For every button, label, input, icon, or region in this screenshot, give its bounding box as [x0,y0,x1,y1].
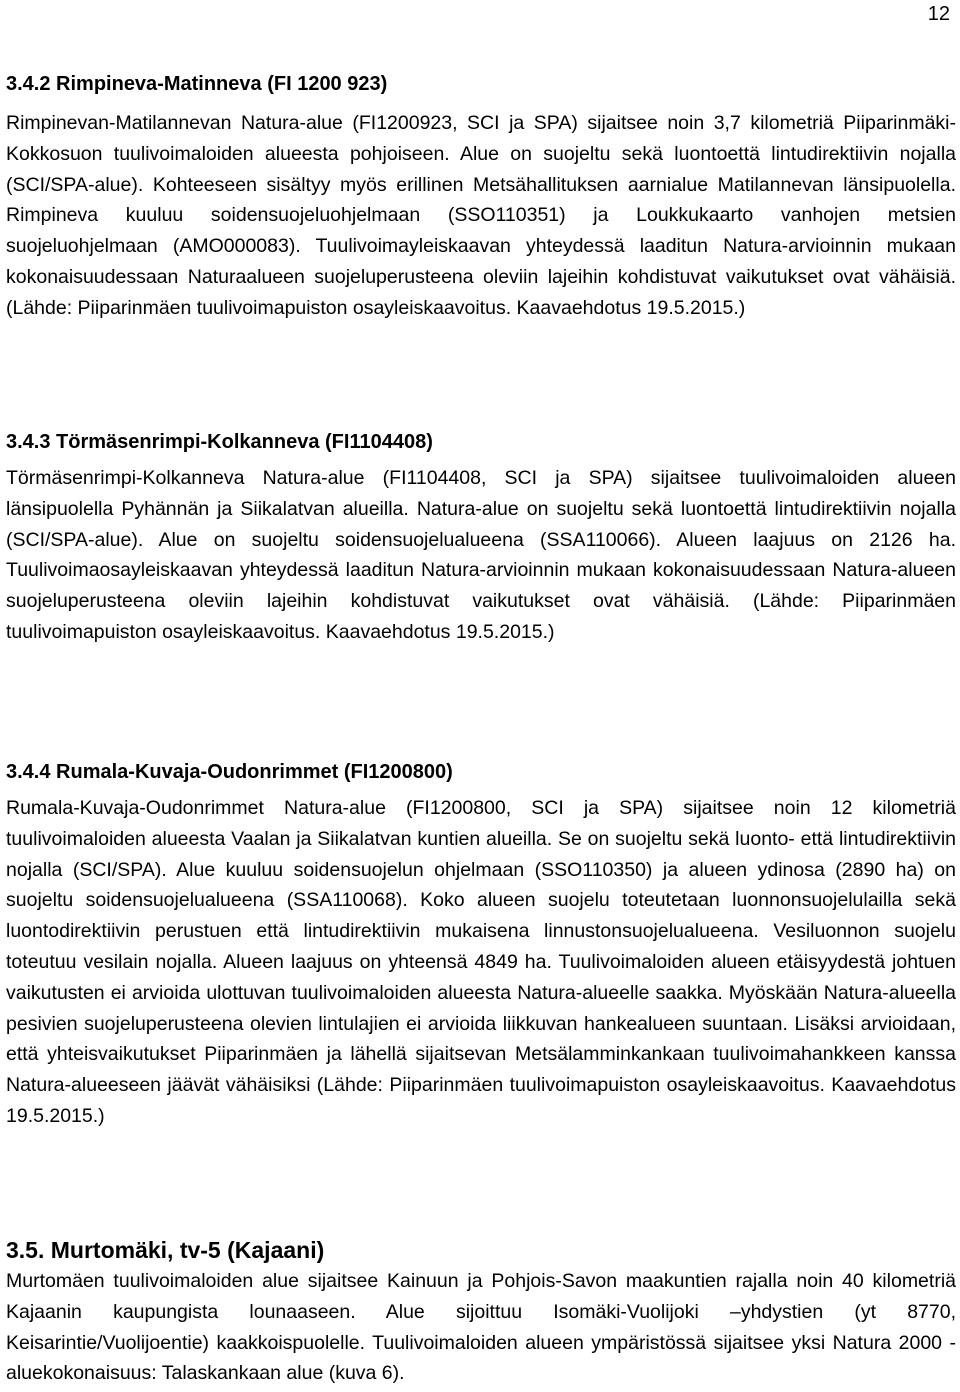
section-murtomaki [6,1236,956,1389]
section-heading: 3.5. Murtomäki, tv-5 (Kajaani) [6,1237,325,1263]
section-paragraph: Törmäsenrimpi-Kolkanneva Natura-alue (FI1104408, SCI ja SPA) sijaitsee tuulivoimaloiden alueen länsipuolella Pyhännän ja Siikalatvan alueilla. Natura-alue on suojeltu sekä luontoettä lintudirektiivin nojalla (SCI/SPA-alue). Alue on suojeltu soidensuojelualueena (SSA110066). Alueen laajuus on 2126 ha. Tuulivoimaosayleiskaavan yhteydessä laaditun Natura-arvioinnin mukaan kokonaisuudessaan Natura-alueen suojeluperusteena oleviin lajeihin kohdistuvat vaikutukset ovat vähäisiä. (Lähde: Piiparinmäen tuulivoimapuiston osayleiskaavoitus. Kaavaehdotus 19.5.2015.) [6,467,956,643]
section-paragraph: Rimpinevan-Matilannevan Natura-alue (FI1200923, SCI ja SPA) sijaitsee noin 3,7 kilometriä Piiparinmäki-Kokkosuon tuulivoimaloiden alueesta pohjoiseen. Alue on suojeltu sekä luontoettä lintudirektiivin nojalla (SCI/SPA-alue). Kohteeseen sisältyy myös erillinen Metsähallituksen aarnialue Matilannevan länsipuolella. Rimpineva kuuluu soidensuojeluohjelmaan (SSO110351) ja Loukkukaarto vanhojen metsien suojeluohjelmaan (AMO000083). Tuulivoimayleiskaavan yhteydessä laaditun Natura-arvioinnin mukaan kokonaisuudessaan Naturaalueen suojeluperusteena oleviin lajeihin kohdistuvat vaikutukset ovat vähäisiä. (Lähde: Piiparinmäen tuulivoimapuiston osayleiskaavoitus. Kaavaehdotus 19.5.2015.) [6,112,956,319]
section-rumala-kuvaja-oudonrimmet [6,760,956,1132]
section-heading: 3.4.3 Törmäsenrimpi-Kolkanneva (FI1104408) [6,431,433,453]
section-rimpineva-matinneva [6,72,956,324]
section-tormasenrimpi-kolkanneva [6,430,956,648]
section-paragraph: Rumala-Kuvaja-Oudonrimmet Natura-alue (FI1200800, SCI ja SPA) sijaitsee noin 12 kilometriä tuulivoimaloiden alueesta Vaalan ja Siikalatvan kuntien alueilla. Se on suojeltu sekä luonto- että lintudirektiivin nojalla (SCI/SPA). Alue kuuluu soidensuojelun ohjelmaan (SSO110350) ja alueen ydinosa (2890 ha) on suojeltu soidensuojelualueena (SSA110068). Koko alueen suojelu toteutetaan luonnonsuojelulailla sekä luontodirektiivin perustuen että lintudirektiivin mukaisena linnustonsuojelualueena. Vesiluonnon suojelu toteutuu vesilain nojalla. Alueen laajuus on yhteensä 4849 ha. Tuulivoimaloiden alueen etäisyydestä johtuen vaikutusten ei arvioida ulottuvan tuulivoimaloiden alueesta Natura-alueelle saakka. Myöskään Natura-alueella pesivien suojeluperusteena olevien lintulajien ei arvioida liikkuvan hankealueen suuntaan. Lisäksi arvioidaan, että yhteisvaikutukset Piiparinmäen ja lähellä sijaitsevan Metsälamminkankaan tuulivoimahankkeen kanssa Natura-alueeseen jäävät vähäisiksi (Lähde: Piiparinmäen tuulivoimapuiston osayleiskaavoitus. Kaavaehdotus 19.5.2015.) [6,797,956,1127]
section-heading: 3.4.4 Rumala-Kuvaja-Oudonrimmet (FI1200800) [6,761,453,783]
page-number: 12 [927,3,950,25]
section-heading: 3.4.2 Rimpineva-Matinneva (FI 1200 923) [6,73,388,95]
section-paragraph: Murtomäen tuulivoimaloiden alue sijaitsee Kainuun ja Pohjois-Savon maakuntien rajalla noin 40 kilometriä Kajaanin kaupungista lounaaseen. Alue sijoittuu Isomäki-Vuolijoki –yhdystien (yt 8770, Keisarintie/Vuolijoentie) kaakkoispuolelle. Tuulivoimaloiden alueen ympäristössä sijaitsee yksi Natura 2000 -aluekokonaisuus: Talaskankaan alue (kuva 6). [6,1270,956,1385]
